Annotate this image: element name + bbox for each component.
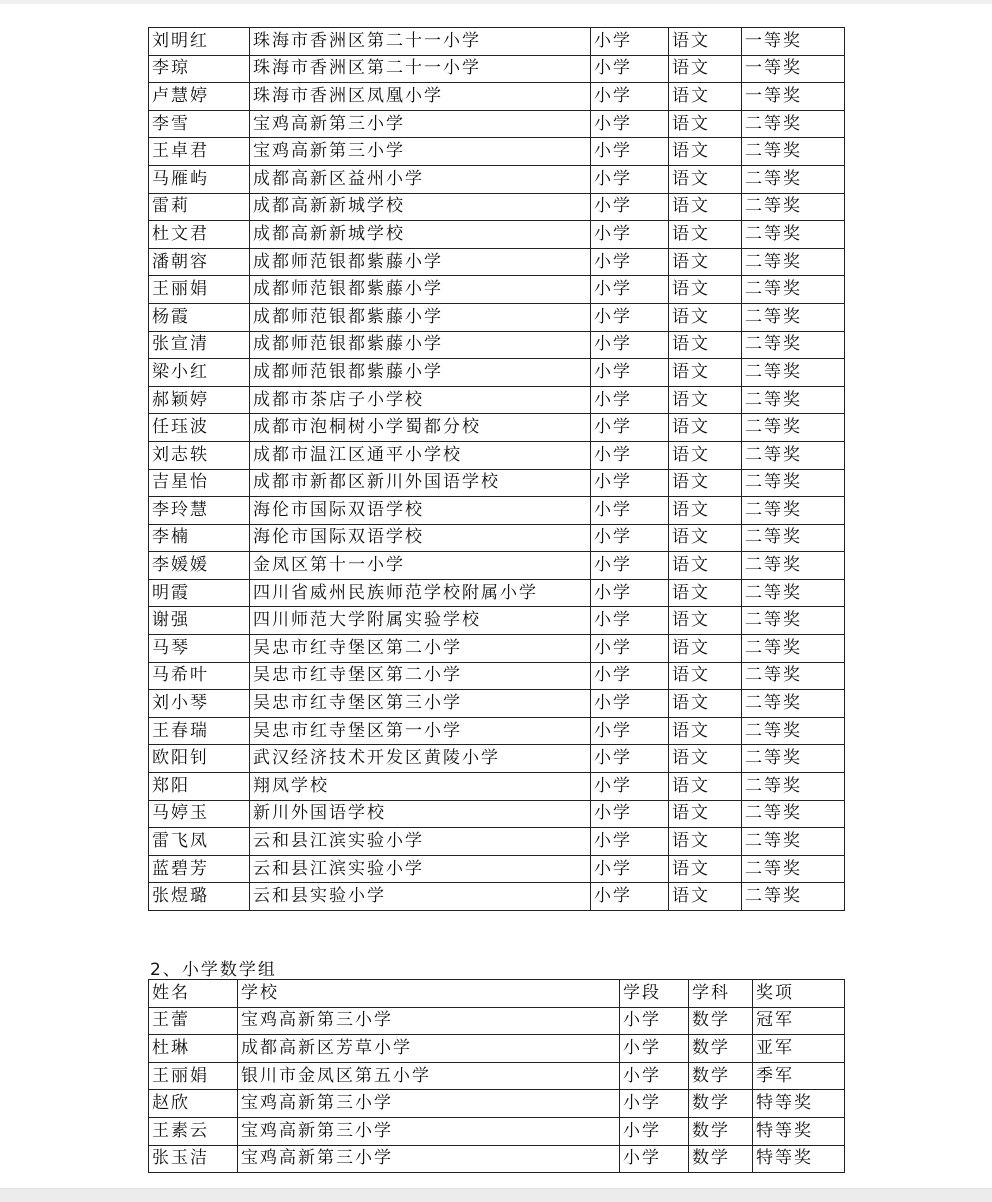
cell-name: 马雁屿 [149,165,250,193]
cell-name: 谢强 [149,607,250,635]
cell-school: 宝鸡高新第三小学 [238,1007,620,1035]
cell-stage: 小学 [591,55,669,83]
cell-award: 特等奖 [753,1117,845,1145]
cell-school: 云和县江滨实验小学 [250,828,591,856]
cell-stage: 小学 [620,1035,689,1063]
cell-award: 二等奖 [742,303,845,331]
header-award: 奖项 [753,980,845,1008]
cell-name: 雷莉 [149,193,250,221]
cell-name: 张煜璐 [149,883,250,911]
cell-school: 云和县江滨实验小学 [250,855,591,883]
cell-award: 二等奖 [742,524,845,552]
cell-stage: 小学 [591,717,669,745]
table-row [149,331,845,359]
cell-award: 二等奖 [742,138,845,166]
cell-name: 李楠 [149,524,250,552]
header-school: 学校 [238,980,620,1008]
cell-subject: 语文 [669,331,742,359]
cell-subject: 语文 [669,524,742,552]
cell-school: 海伦市国际双语学校 [250,524,591,552]
cell-subject: 语文 [669,469,742,497]
cell-school: 宝鸡高新第三小学 [250,138,591,166]
cell-subject: 语文 [669,303,742,331]
cell-subject: 语文 [669,441,742,469]
cell-name: 王素云 [149,1117,238,1145]
cell-subject: 语文 [669,414,742,442]
cell-school: 宝鸡高新第三小学 [238,1090,620,1118]
cell-stage: 小学 [591,331,669,359]
cell-name: 李琼 [149,55,250,83]
table-row [149,883,845,911]
cell-award: 二等奖 [742,800,845,828]
cell-subject: 语文 [669,83,742,111]
cell-school: 成都师范银都紫藤小学 [250,359,591,387]
cell-name: 李雪 [149,110,250,138]
cell-name: 杜琳 [149,1035,238,1063]
cell-school: 珠海市香洲区第二十一小学 [250,55,591,83]
cell-name: 明霞 [149,579,250,607]
table-row [149,552,845,580]
table-row [149,441,845,469]
table-row [149,248,845,276]
cell-subject: 语文 [669,221,742,249]
cell-school: 四川省威州民族师范学校附属小学 [250,579,591,607]
cell-school: 宝鸡高新第三小学 [238,1117,620,1145]
cell-school: 银川市金凤区第五小学 [238,1062,620,1090]
table-row [149,497,845,525]
cell-subject: 数学 [689,1035,753,1063]
cell-subject: 语文 [669,138,742,166]
cell-school: 吴忠市红寺堡区第二小学 [250,662,591,690]
cell-school: 成都市温江区通平小学校 [250,441,591,469]
cell-name: 王春瑞 [149,717,250,745]
cell-name: 任珏波 [149,414,250,442]
cell-award: 亚军 [753,1035,845,1063]
table-row [149,1007,845,1035]
cell-subject: 数学 [689,1007,753,1035]
table-row [149,635,845,663]
cell-subject: 语文 [669,745,742,773]
table-row [149,1062,845,1090]
table-row [149,662,845,690]
cell-stage: 小学 [591,883,669,911]
cell-award: 一等奖 [742,28,845,56]
cell-award: 二等奖 [742,855,845,883]
cell-stage: 小学 [620,1117,689,1145]
cell-school: 成都市新都区新川外国语学校 [250,469,591,497]
cell-stage: 小学 [591,276,669,304]
cell-name: 雷飞凤 [149,828,250,856]
cell-subject: 语文 [669,800,742,828]
cell-subject: 语文 [669,662,742,690]
cell-stage: 小学 [591,690,669,718]
cell-subject: 数学 [689,1145,753,1173]
cell-school: 四川师范大学附属实验学校 [250,607,591,635]
cell-award: 二等奖 [742,662,845,690]
cell-name: 潘朝容 [149,248,250,276]
cell-award: 二等奖 [742,110,845,138]
cell-subject: 语文 [669,717,742,745]
table-row [149,800,845,828]
table-row [149,55,845,83]
cell-stage: 小学 [591,110,669,138]
header-subject: 学科 [689,980,753,1008]
cell-stage: 小学 [591,359,669,387]
cell-award: 季军 [753,1062,845,1090]
cell-stage: 小学 [591,441,669,469]
table-row [149,1117,845,1145]
cell-stage: 小学 [591,386,669,414]
cell-stage: 小学 [591,83,669,111]
cell-stage: 小学 [591,773,669,801]
cell-award: 二等奖 [742,276,845,304]
cell-school: 武汉经济技术开发区黄陵小学 [250,745,591,773]
cell-subject: 语文 [669,276,742,304]
cell-name: 赵欣 [149,1090,238,1118]
cell-award: 二等奖 [742,359,845,387]
header-name: 姓名 [149,980,238,1008]
cell-stage: 小学 [591,165,669,193]
cell-award: 一等奖 [742,55,845,83]
cell-school: 成都高新新城学校 [250,193,591,221]
cell-name: 刘小琴 [149,690,250,718]
cell-stage: 小学 [591,221,669,249]
cell-award: 二等奖 [742,635,845,663]
cell-school: 成都师范银都紫藤小学 [250,331,591,359]
cell-award: 二等奖 [742,331,845,359]
cell-subject: 语文 [669,635,742,663]
cell-subject: 数学 [689,1062,753,1090]
cell-school: 成都师范银都紫藤小学 [250,303,591,331]
table-row [149,690,845,718]
cell-stage: 小学 [591,497,669,525]
cell-stage: 小学 [591,138,669,166]
cell-school: 成都师范银都紫藤小学 [250,276,591,304]
table-row [149,828,845,856]
cell-name: 梁小红 [149,359,250,387]
cell-school: 吴忠市红寺堡区第二小学 [250,635,591,663]
cell-award: 二等奖 [742,717,845,745]
cell-name: 杜文君 [149,221,250,249]
cell-stage: 小学 [620,1007,689,1035]
cell-subject: 语文 [669,855,742,883]
cell-school: 成都市茶店子小学校 [250,386,591,414]
cell-stage: 小学 [591,607,669,635]
cell-award: 二等奖 [742,828,845,856]
cell-stage: 小学 [591,828,669,856]
cell-subject: 语文 [669,28,742,56]
header-stage: 学段 [620,980,689,1008]
cell-stage: 小学 [591,524,669,552]
cell-award: 二等奖 [742,745,845,773]
cell-name: 卢慧婷 [149,83,250,111]
cell-award: 一等奖 [742,83,845,111]
table-row [149,1035,845,1063]
cell-name: 郝颖婷 [149,386,250,414]
cell-school: 珠海市香洲区凤凰小学 [250,83,591,111]
table-row [149,359,845,387]
cell-name: 马琴 [149,635,250,663]
table-row [149,855,845,883]
chinese-group-table [148,27,845,911]
table-row [149,221,845,249]
cell-award: 二等奖 [742,193,845,221]
math-group-table-body [149,980,845,1173]
table-row [149,1090,845,1118]
cell-subject: 数学 [689,1117,753,1145]
cell-award: 二等奖 [742,497,845,525]
cell-award: 二等奖 [742,607,845,635]
table-row [149,607,845,635]
table-row [149,469,845,497]
cell-award: 二等奖 [742,248,845,276]
cell-award: 二等奖 [742,165,845,193]
cell-school: 翔凤学校 [250,773,591,801]
table-row [149,28,845,56]
cell-stage: 小学 [591,579,669,607]
cell-subject: 语文 [669,248,742,276]
cell-name: 李媛媛 [149,552,250,580]
table-row [149,193,845,221]
cell-name: 杨霞 [149,303,250,331]
cell-stage: 小学 [591,662,669,690]
table-header-row [149,980,845,1008]
cell-stage: 小学 [591,855,669,883]
cell-subject: 语文 [669,883,742,911]
cell-school: 成都高新区益州小学 [250,165,591,193]
table-row [149,138,845,166]
cell-stage: 小学 [620,1062,689,1090]
table-row [149,745,845,773]
cell-name: 王蕾 [149,1007,238,1035]
cell-award: 二等奖 [742,579,845,607]
table-row [149,579,845,607]
cell-school: 珠海市香洲区第二十一小学 [250,28,591,56]
table-row [149,276,845,304]
cell-award: 特等奖 [753,1145,845,1173]
cell-name: 张玉洁 [149,1145,238,1173]
cell-subject: 语文 [669,110,742,138]
cell-name: 张宣清 [149,331,250,359]
cell-name: 王丽娟 [149,276,250,304]
cell-name: 刘明红 [149,28,250,56]
cell-subject: 语文 [669,193,742,221]
cell-subject: 语文 [669,828,742,856]
cell-stage: 小学 [591,800,669,828]
table-row [149,386,845,414]
cell-award: 二等奖 [742,386,845,414]
cell-name: 王丽娟 [149,1062,238,1090]
cell-name: 蓝碧芳 [149,855,250,883]
cell-name: 马希叶 [149,662,250,690]
table-row [149,165,845,193]
cell-stage: 小学 [620,1090,689,1118]
cell-subject: 语文 [669,607,742,635]
cell-stage: 小学 [591,635,669,663]
cell-award: 冠军 [753,1007,845,1035]
cell-subject: 语文 [669,579,742,607]
cell-subject: 语文 [669,497,742,525]
cell-award: 二等奖 [742,469,845,497]
table-row [149,773,845,801]
cell-award: 二等奖 [742,414,845,442]
cell-subject: 语文 [669,690,742,718]
chinese-group-table-body [149,28,845,911]
cell-award: 二等奖 [742,441,845,469]
cell-school: 海伦市国际双语学校 [250,497,591,525]
cell-stage: 小学 [591,248,669,276]
table-row [149,83,845,111]
cell-stage: 小学 [591,469,669,497]
cell-school: 吴忠市红寺堡区第三小学 [250,690,591,718]
cell-subject: 语文 [669,359,742,387]
page-top-edge [0,0,992,4]
table-row [149,717,845,745]
cell-name: 郑阳 [149,773,250,801]
cell-award: 特等奖 [753,1090,845,1118]
cell-school: 云和县实验小学 [250,883,591,911]
cell-award: 二等奖 [742,883,845,911]
cell-name: 李玲慧 [149,497,250,525]
cell-school: 吴忠市红寺堡区第一小学 [250,717,591,745]
cell-subject: 语文 [669,55,742,83]
cell-subject: 语文 [669,552,742,580]
cell-subject: 语文 [669,386,742,414]
cell-name: 马婷玉 [149,800,250,828]
cell-award: 二等奖 [742,221,845,249]
table-row [149,110,845,138]
math-group-title: 2、小学数学组 [150,960,277,980]
cell-stage: 小学 [591,303,669,331]
table-row [149,524,845,552]
cell-school: 金凤区第十一小学 [250,552,591,580]
cell-name: 吉星怡 [149,469,250,497]
cell-subject: 语文 [669,165,742,193]
cell-stage: 小学 [591,745,669,773]
cell-name: 欧阳钊 [149,745,250,773]
cell-stage: 小学 [591,552,669,580]
cell-school: 宝鸡高新第三小学 [250,110,591,138]
cell-school: 新川外国语学校 [250,800,591,828]
table-row [149,1145,845,1173]
cell-subject: 数学 [689,1090,753,1118]
math-group-table [148,979,845,1173]
cell-stage: 小学 [591,193,669,221]
cell-stage: 小学 [591,414,669,442]
cell-school: 宝鸡高新第三小学 [238,1145,620,1173]
cell-subject: 语文 [669,773,742,801]
page-bottom-edge [0,1188,992,1202]
table-row [149,303,845,331]
cell-award: 二等奖 [742,773,845,801]
cell-award: 二等奖 [742,552,845,580]
cell-name: 王卓君 [149,138,250,166]
cell-school: 成都高新新城学校 [250,221,591,249]
table-row [149,414,845,442]
cell-stage: 小学 [591,28,669,56]
cell-school: 成都师范银都紫藤小学 [250,248,591,276]
cell-award: 二等奖 [742,690,845,718]
cell-stage: 小学 [620,1145,689,1173]
cell-school: 成都高新区芳草小学 [238,1035,620,1063]
cell-name: 刘志轶 [149,441,250,469]
cell-school: 成都市泡桐树小学蜀都分校 [250,414,591,442]
